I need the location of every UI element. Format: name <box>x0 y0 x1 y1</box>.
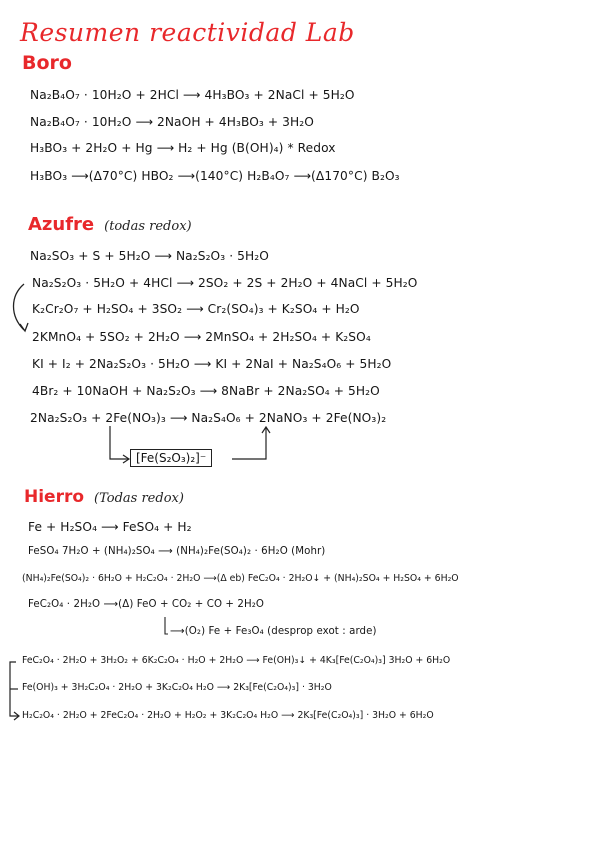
intermediate-complex: [Fe(S₂O₃)₂]⁻ <box>130 449 212 467</box>
equation-line: KI + I₂ + 2Na₂S₂O₃ · 5H₂O ⟶ KI + 2NaI + Na₂S₄O₆ + 5H₂O <box>32 357 392 371</box>
equation-line: 2Na₂S₂O₃ + 2Fe(NO₃)₃ ⟶ Na₂S₄O₆ + 2NaNO₃ + 2Fe(NO₃)₂ <box>30 411 387 425</box>
equation-line: H₂C₂O₄ · 2H₂O + 2FeC₂O₄ · 2H₂O + H₂O₂ + 3K₂C₂O₄ H₂O ⟶ 2K₃[Fe(C₂O₄)₃] · 3H₂O + 6H₂O <box>22 710 434 721</box>
equation-line: Na₂SO₃ + S + 5H₂O ⟶ Na₂S₂O₃ · 5H₂O <box>30 249 269 263</box>
azufre-note: (todas redox) <box>104 219 192 234</box>
equation-line: FeC₂O₄ · 2H₂O ⟶(Δ) FeO + CO₂ + CO + 2H₂O <box>28 599 265 610</box>
equation-line: FeSO₄ 7H₂O + (NH₄)₂SO₄ ⟶ (NH₄)₂Fe(SO₄)₂ · 6H₂O (Mohr) <box>28 546 326 557</box>
oxygen-branch-arrow <box>165 617 168 634</box>
azufre-heading: Azufre <box>28 214 95 235</box>
intermediate-out-arrow <box>232 428 266 459</box>
equation-line: 4Br₂ + 10NaOH + Na₂S₂O₃ ⟶ 8NaBr + 2Na₂SO₄ + 5H₂O <box>32 384 380 398</box>
page-title: Resumen reactividad Lab <box>20 18 355 47</box>
equation-line: FeC₂O₄ · 2H₂O + 3H₂O₂ + 6K₂C₂O₄ · H₂O + 2H₂O ⟶ Fe(OH)₃↓ + 4K₃[Fe(C₂O₄)₃] 3H₂O + 6H₂O <box>22 655 451 666</box>
equation-line: 2KMnO₄ + 5SO₂ + 2H₂O ⟶ 2MnSO₄ + 2H₂SO₄ + K₂SO₄ <box>32 330 371 344</box>
equation-line: Fe(OH)₃ + 3H₂C₂O₄ · 2H₂O + 3K₂C₂O₄ H₂O ⟶ 2K₃[Fe(C₂O₄)₃] · 3H₂O <box>22 682 332 693</box>
hierro-note: (Todas redox) <box>94 491 184 506</box>
equation-line: Na₂B₄O₇ · 10H₂O ⟶ 2NaOH + 4H₃BO₃ + 3H₂O <box>30 115 314 129</box>
equation-line: Na₂S₂O₃ · 5H₂O + 4HCl ⟶ 2SO₂ + 2S + 2H₂O + 4NaCl + 5H₂O <box>32 276 418 290</box>
equation-line: H₃BO₃ + 2H₂O + Hg ⟶ H₂ + Hg (B(OH)₄) * Redox <box>30 141 336 155</box>
equation-line: (NH₄)₂Fe(SO₄)₂ · 6H₂O + H₂C₂O₄ · 2H₂O ⟶(Δ eb) FeC₂O₄ · 2H₂O↓ + (NH₄)₂SO₄ + H₂SO₄ + 6H₂O <box>22 573 459 584</box>
intermediate-in-arrow <box>110 426 128 459</box>
hierro-heading: Hierro <box>24 487 85 507</box>
equation-line: ⟶(O₂) Fe + Fe₃O₄ (desprop exot : arde) <box>170 626 377 637</box>
equation-line: Fe + H₂SO₄ ⟶ FeSO₄ + H₂ <box>28 520 192 534</box>
equation-line: K₂Cr₂O₇ + H₂SO₄ + 3SO₂ ⟶ Cr₂(SO₄)₃ + K₂SO₄ + H₂O <box>32 302 360 316</box>
equation-line: Na₂B₄O₇ · 10H₂O + 2HCl ⟶ 4H₃BO₃ + 2NaCl + 5H₂O <box>30 88 355 102</box>
azufre-bracket-arrow <box>14 284 25 330</box>
boro-heading: Boro <box>22 52 72 74</box>
equation-line: H₃BO₃ ⟶(Δ70°C) HBO₂ ⟶(140°C) H₂B₄O₇ ⟶(Δ170°C) B₂O₃ <box>30 169 400 183</box>
